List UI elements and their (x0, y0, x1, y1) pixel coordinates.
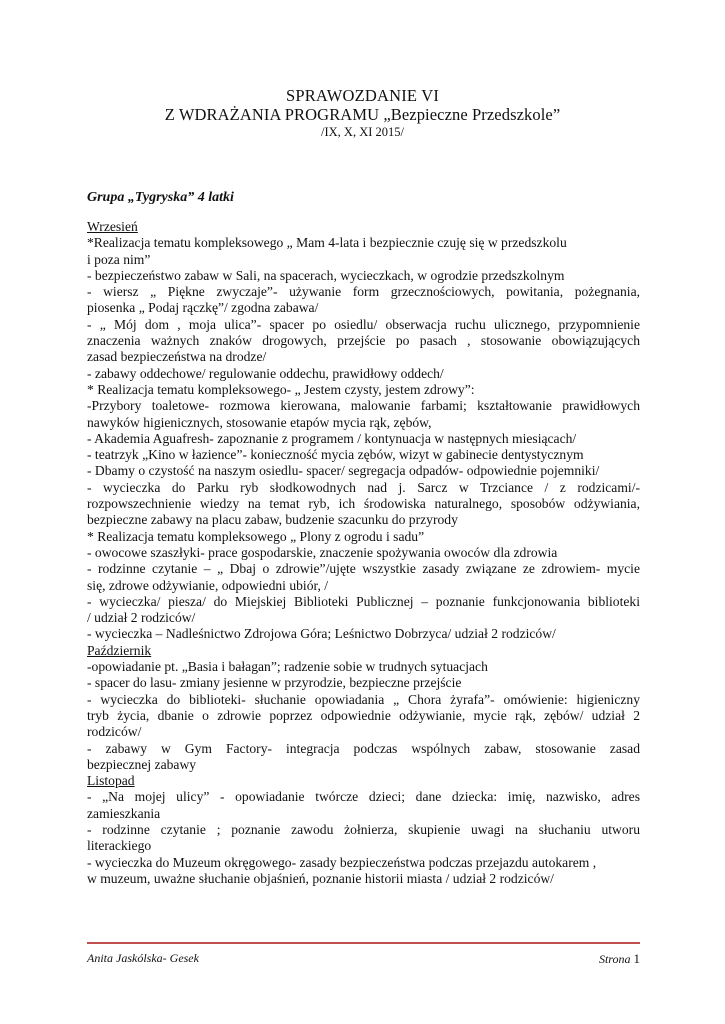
text-line: *Realizacja tematu kompleksowego „ Mam 4-lata i bezpiecznie czuję się w przedszkolu (87, 235, 567, 251)
text-line: - wiersz „ Piękne zwyczaje”- używanie form grzecznościowych, powitania, pożegnania, (87, 284, 640, 300)
report-body (87, 219, 640, 887)
text-line: -Przybory toaletowe- rozmowa kierowana, malowanie farbami; kształtowanie prawidłowych (87, 398, 640, 414)
text-line: * Realizacja tematu kompleksowego- „ Jestem czysty, jestem zdrowy”: (87, 381, 475, 397)
text-line: rodziców/ (87, 724, 142, 740)
month-heading: Październik (87, 642, 152, 658)
program-title: Z WDRAŻANIA PROGRAMU „Bezpieczne Przedszkole” (164, 105, 561, 124)
text-line: - owocowe szaszłyki- prace gospodarskie, znaczenie spożywania owoców dla zdrowia (87, 544, 558, 560)
footer-page (599, 951, 640, 967)
text-line: - zabawy w Gym Factory- integracja podczas wspólnych zabaw, stosowanie zasad (87, 740, 640, 756)
text-line: - bezpieczeństwo zabaw w Sali, na spacerach, wycieczkach, w ogrodzie przedszkolnym (87, 267, 565, 283)
text-line: i poza nim” (87, 251, 151, 267)
text-line: - wycieczka do Parku ryb słodkowodnych nad j. Sarcz w Trzciance / z rodzicami/- (87, 479, 640, 495)
text-line: się, zdrowe odżywianie, odpowiedni ubiór, / (87, 577, 329, 593)
text-line: / udział 2 rodziców/ (87, 610, 196, 626)
text-line: - rodzinne czytanie – „ Dbaj o zdrowie”/ujęte wszystkie zasady związane ze zdrowiem- mycie (87, 561, 640, 577)
text-line: nawyków higienicznych, stosowanie etapów mycia rąk, zębów, (87, 414, 432, 430)
text-line: zamieszkania (87, 805, 161, 821)
footer-author: Anita Jaskólska- Gesek (87, 951, 199, 965)
footer-rule (87, 942, 640, 944)
text-line: literackiego (87, 838, 152, 854)
text-line: - teatrzyk „Kino w łazience”- konieczność mycia zębów, wizyt w gabinecie dentystycznym (87, 447, 584, 463)
text-line: znaczenia ważnych znaków drogowych, przejście po pasach , stosowanie obowiązujących (87, 333, 640, 349)
document-header (0, 86, 725, 140)
text-line: - „ Mój dom , moja ulica”- spacer po osiedlu/ obserwacja ruchu ulicznego, przypomnienie (87, 316, 640, 332)
page-number: 1 (633, 951, 640, 966)
text-line: - rodzinne czytanie ; poznanie zawodu żołnierza, skupienie uwagi na słuchaniu utworu (87, 821, 640, 837)
month-heading: Listopad (87, 773, 135, 789)
text-line: bezpieczne zabawy na placu zabaw, budzenie szacunku do przyrody (87, 512, 458, 528)
text-line: bezpiecznej zabawy (87, 756, 197, 772)
text-line: - „Na mojej ulicy” - opowiadanie twórcze dzieci; dane dziecka: imię, nazwisko, adres (87, 789, 640, 805)
text-line: - zabawy oddechowe/ regulowanie oddechu, prawidłowy oddech/ (87, 365, 444, 381)
report-title: SPRAWOZDANIE VI (285, 86, 440, 105)
text-line: * Realizacja tematu kompleksowego „ Plony z ogrodu i sadu” (87, 528, 425, 544)
text-line: - Dbamy o czystość na naszym osiedlu- spacer/ segregacja odpadów- odpowiednie pojemniki/ (87, 463, 600, 479)
text-line: piosenka „ Podaj rączkę”/ zgodna zabawa/ (87, 300, 319, 316)
text-line: - wycieczka do biblioteki- słuchanie opowiadania „ Chora żyrafa”- omówienie: higieniczny (87, 691, 640, 707)
text-line: zasad bezpieczeństwa na drodze/ (87, 349, 267, 365)
month-heading: Wrzesień (87, 219, 138, 234)
text-line: -opowiadanie pt. „Basia i bałagan”; radzenie sobie w trudnych sytuacjach (87, 659, 488, 675)
page-label: Strona (598, 952, 631, 966)
text-line: - wycieczka do Muzeum okręgowego- zasady bezpieczeństwa podczas przejazdu autokarem , (87, 854, 597, 870)
text-line: w muzeum, uważne słuchanie objaśnień, poznanie historii miasta / udział 2 rodziców/ (87, 870, 554, 886)
text-line: - wycieczka/ piesza/ do Miejskiej Biblioteki Publicznej – poznanie funkcjonowania biblioteki (87, 593, 640, 609)
text-line: tryb życia, dbanie o zdrowie poprzez odpowiednie odżywianie, mycie rąk, zębów/ udział 2 (87, 707, 640, 723)
group-heading: Grupa „Tygryska” 4 latki (87, 190, 234, 205)
text-line: - Akademia Aguafresh- zapoznanie z programem / kontynuacja w następnych miesiącach/ (87, 430, 577, 446)
text-line: - spacer do lasu- zmiany jesienne w przyrodzie, bezpieczne przejście (87, 675, 462, 691)
report-period: /IX, X, XI 2015/ (321, 125, 404, 139)
text-line: - wycieczka – Nadleśnictwo Zdrojowa Góra; Leśnictwo Dobrzyca/ udział 2 rodziców/ (87, 626, 556, 642)
text-line: rozpowszechnienie wiedzy na temat ryb, ich środowiska naturalnego, sposobów odżywiania, (87, 496, 640, 512)
